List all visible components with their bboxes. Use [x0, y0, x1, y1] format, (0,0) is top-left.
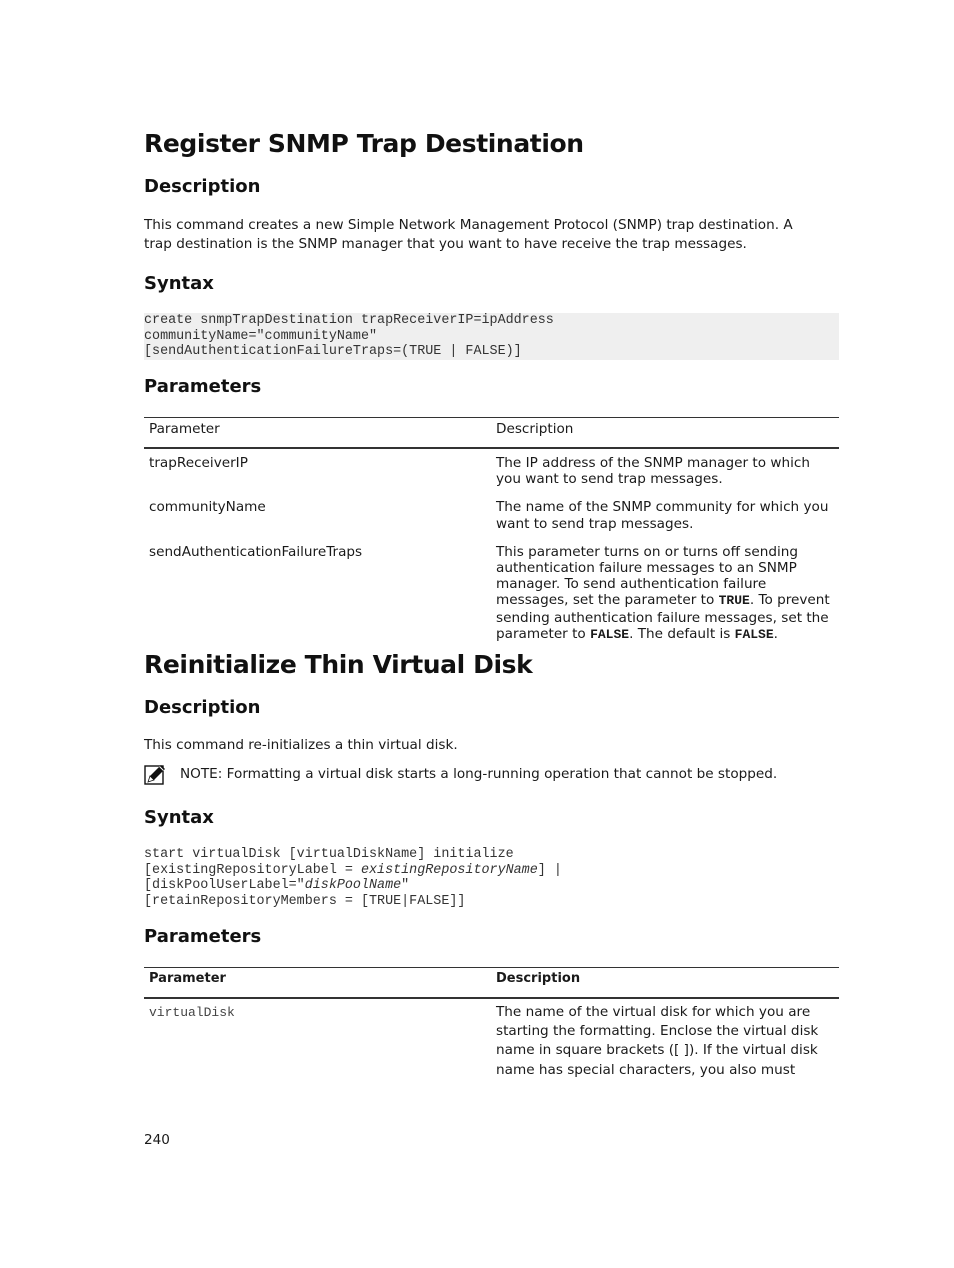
syntax-line: [diskPoolUserLabel="diskPoolName" [144, 878, 410, 893]
header-description: Description [491, 968, 839, 999]
table-header-row [144, 418, 839, 449]
section-title: Register SNMP Trap Destination [144, 129, 584, 158]
syntax-code-block [144, 313, 839, 360]
header-parameter: Parameter [144, 418, 491, 449]
syntax-line: start virtualDisk [virtualDiskName] initialize [144, 847, 514, 862]
syntax-line: create snmpTrapDestination trapReceiverIP=ipAddress [144, 313, 554, 328]
param-name: communityName [149, 499, 266, 516]
param-name: trapReceiverIP [149, 455, 248, 471]
section-title: Reinitialize Thin Virtual Disk [144, 650, 533, 679]
description-text: This command re-initializes a thin virtual disk. [144, 737, 458, 753]
table-row [144, 998, 839, 1088]
keyword-false: FALSE [734, 626, 774, 642]
page-number: 240 [144, 1132, 170, 1148]
syntax-heading: Syntax [144, 273, 214, 294]
table-row [144, 448, 839, 495]
note-callout [144, 766, 777, 785]
keyword-true: TRUE [718, 593, 750, 609]
parameters-heading: Parameters [144, 376, 262, 397]
parameters-table [144, 417, 839, 651]
description-heading: Description [144, 176, 261, 197]
pencil-note-icon [144, 763, 166, 785]
param-description: The IP address of the SNMP manager to which you want to send trap messages. [496, 455, 810, 488]
table-row [144, 540, 839, 651]
syntax-heading: Syntax [144, 807, 214, 828]
param-name: virtualDisk [149, 1005, 235, 1020]
header-parameter: Parameter [144, 968, 491, 999]
syntax-line: [sendAuthenticationFailureTraps=(TRUE | FALSE)] [144, 344, 522, 359]
note-label: NOTE: [180, 766, 223, 782]
parameters-table [144, 967, 839, 1088]
syntax-line: [retainRepositoryMembers = [TRUE|FALSE]] [144, 893, 466, 909]
syntax-line: [existingRepositoryLabel = existingRepositoryName] | [144, 862, 562, 878]
description-heading: Description [144, 697, 261, 718]
syntax-line: communityName="communityName" [144, 328, 378, 344]
param-description: This parameter turns on or turns off sending authentication failure messages to an SNMP manager. To send authentication failure messages, set the parameter to TRUE. To prevent sending authentication failure messages, set the parameter to FALSE. The default is FALSE. [496, 543, 830, 642]
param-name: sendAuthenticationFailureTraps [149, 543, 363, 560]
table-row [144, 495, 839, 539]
parameters-heading: Parameters [144, 926, 262, 947]
table-header-row [144, 968, 839, 999]
param-description: The name of the virtual disk for which you are starting the formatting. Enclose the virtual disk name in square brackets ([ ]). If the virtual disk name has special characters, you also must [496, 1004, 819, 1078]
param-description: The name of the SNMP community for which you want to send trap messages. [496, 499, 829, 532]
syntax-code-block [144, 847, 562, 909]
header-description: Description [491, 418, 839, 449]
keyword-false: FALSE [590, 626, 630, 642]
description-text: This command creates a new Simple Network Management Protocol (SNMP) trap destination. A trap destination is the SNMP manager that you want to have receive the trap messages. [144, 217, 793, 252]
note-text: NOTE: Formatting a virtual disk starts a long-running operation that cannot be stopped. [180, 766, 778, 782]
